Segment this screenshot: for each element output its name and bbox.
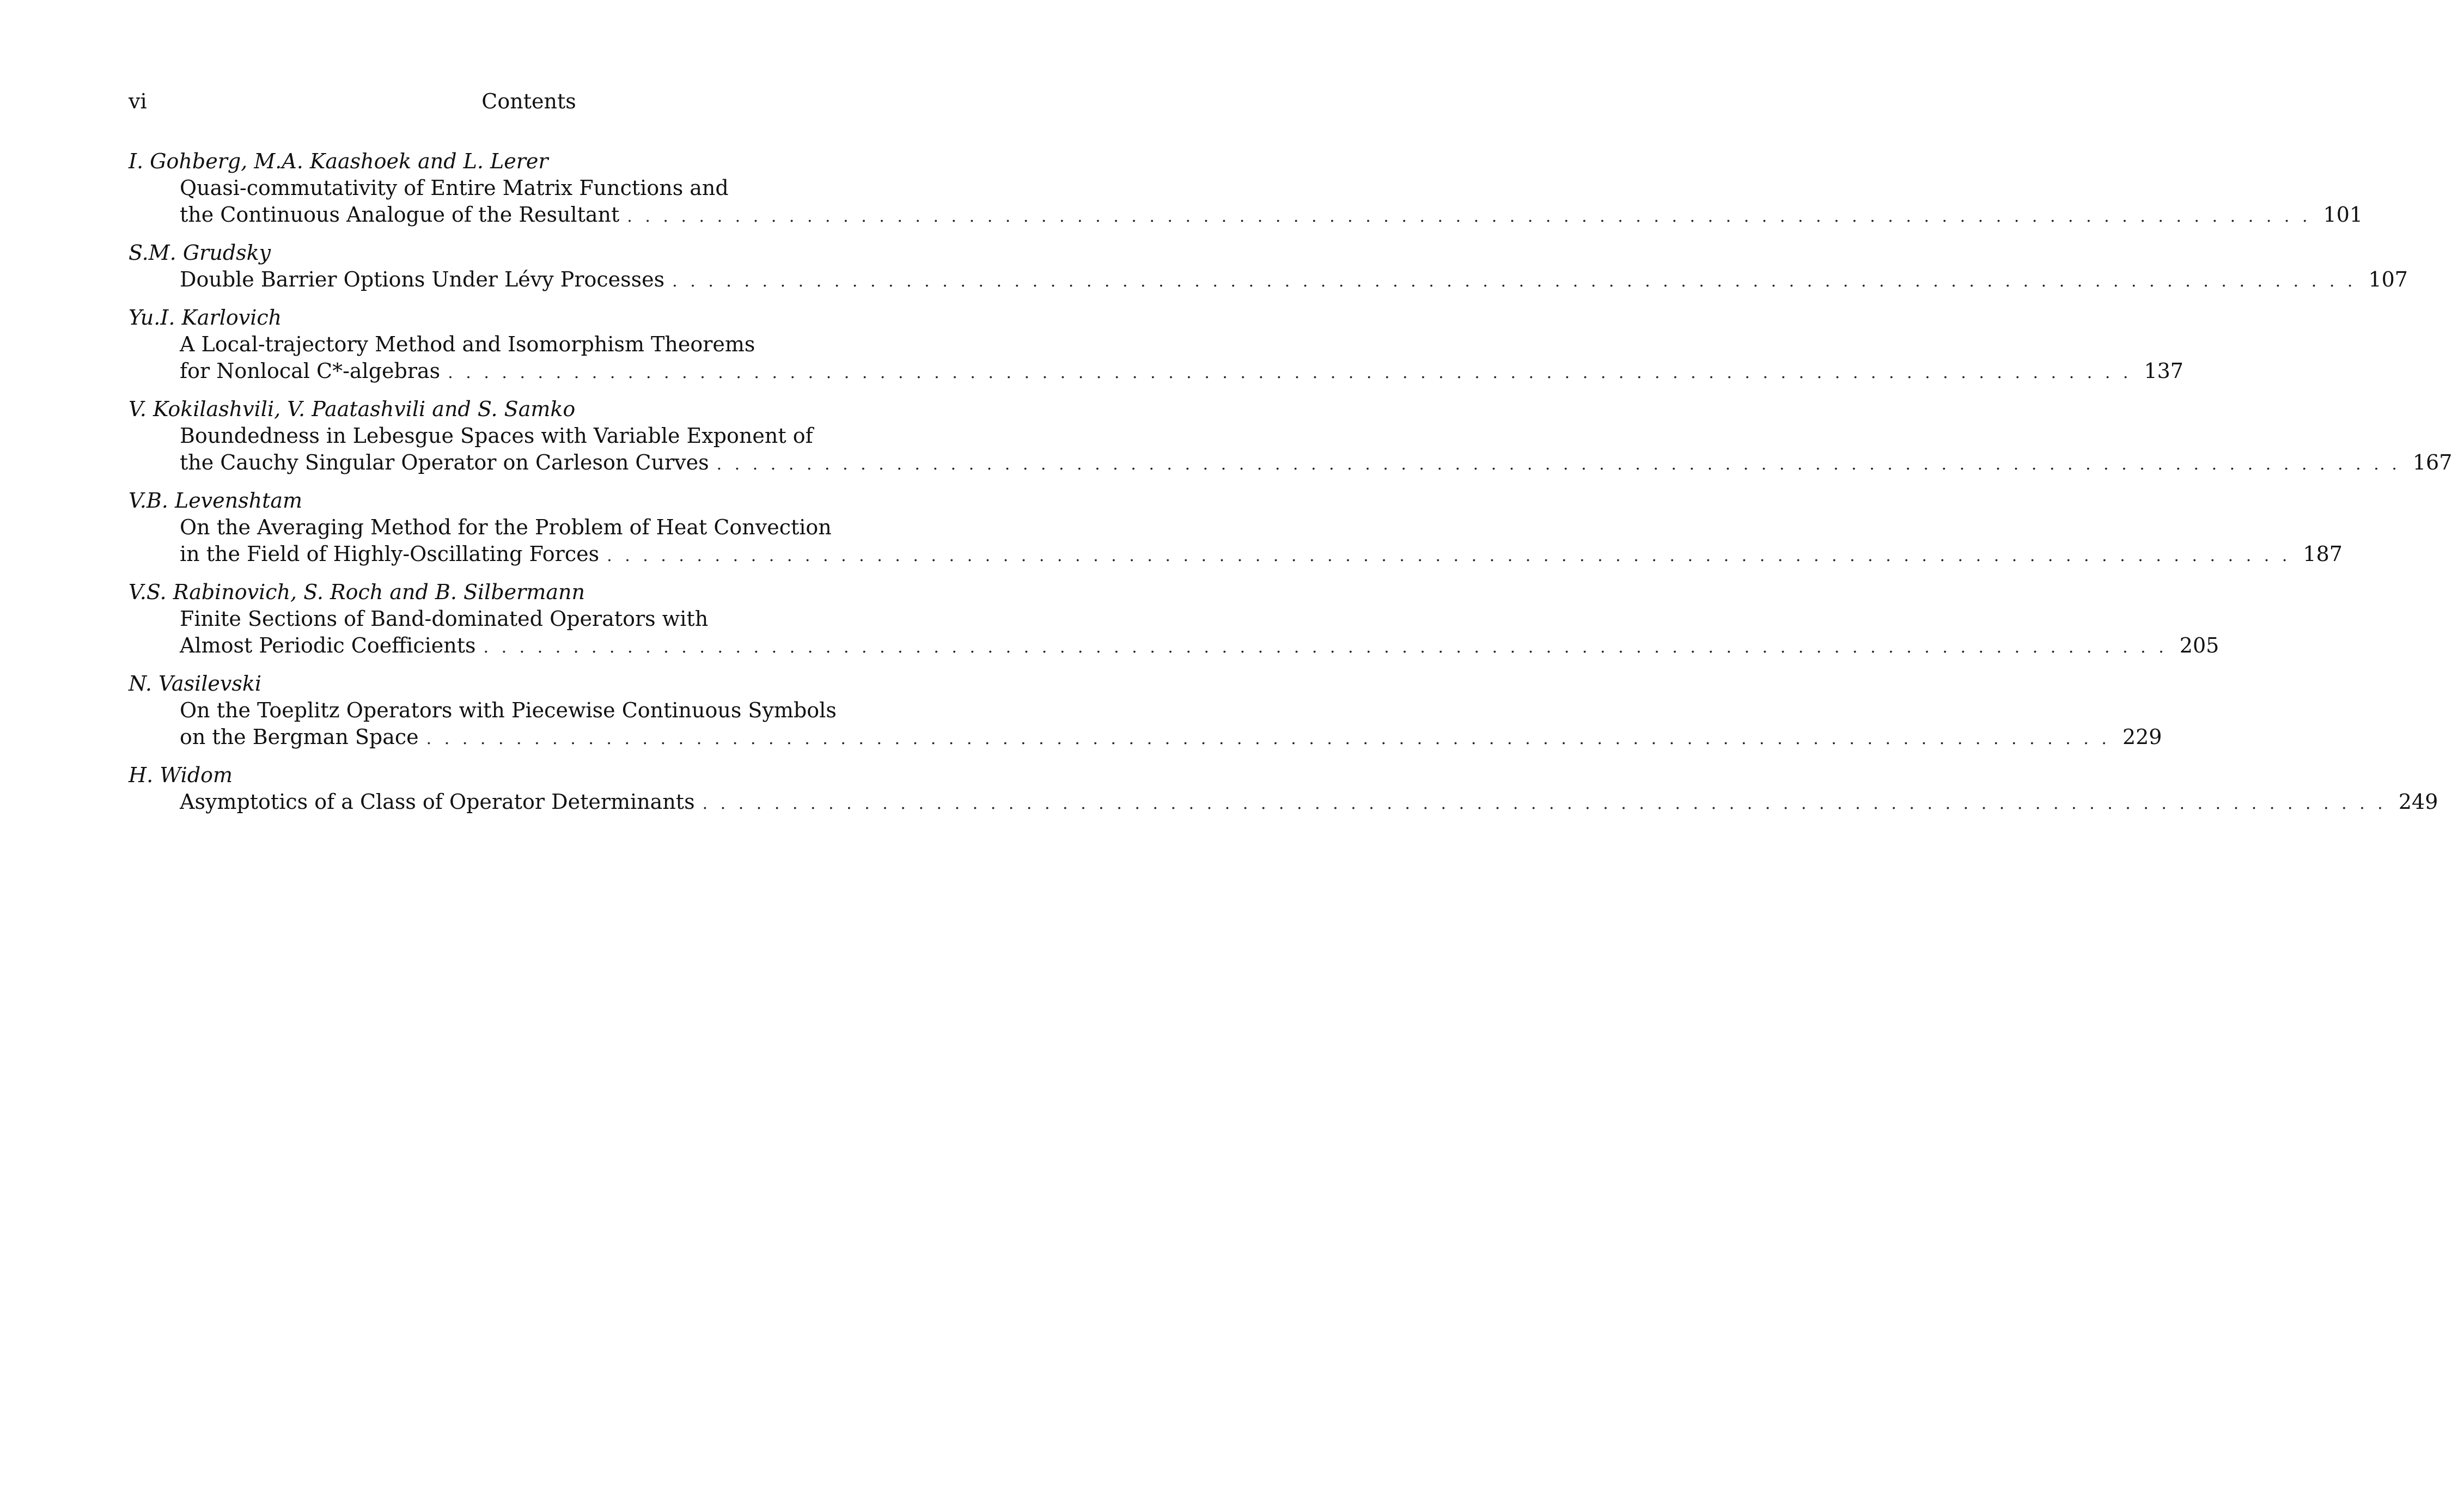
toc-entry-final-line: [129, 724, 2162, 752]
dot-leader: . . . . . . . . . . . . . . . . . . . . . . . . . . . . . . . . . . . . . . . . . . . . . . . . . . . . . . . . . . . . . . . . . . . . . . . . . . . . . . . . . . . . . . . . . . . . . .: [607, 546, 2291, 565]
toc-entry-title-line: On the Averaging Method for the Problem of Heat Convection: [180, 515, 832, 539]
toc-entry-page-number: 249: [2398, 790, 2438, 814]
toc-entry-page-number: 107: [2368, 267, 2408, 291]
toc-entry: [129, 762, 2438, 817]
toc-entry-final-line: [129, 541, 2343, 569]
toc-entry-final-line: [129, 266, 2408, 295]
toc-entry-final-line: [129, 358, 2183, 386]
toc-entry-title-line: for Nonlocal C*-algebras: [180, 359, 441, 383]
toc-entry-final-line: [129, 202, 2363, 230]
running-head: [129, 86, 935, 117]
toc-entry-authors: V.B. Levenshtam: [129, 489, 303, 513]
dot-leader: . . . . . . . . . . . . . . . . . . . . . . . . . . . . . . . . . . . . . . . . . . . . . . . . . . . . . . . . . . . . . . . . . . . . . . . . . . . . . . . . . . . . . . . . . . . . . .: [702, 794, 2387, 813]
toc-entry-final-line: [129, 789, 2438, 817]
toc-entry-final-line: [129, 632, 2219, 661]
toc-entry-page-number: 205: [2179, 633, 2219, 657]
toc-entry-authors: Yu.I. Karlovich: [129, 306, 282, 330]
toc-entry: [129, 487, 2343, 569]
toc-entry-title-line: on the Bergman Space: [180, 725, 419, 749]
toc-entry-title-line: in the Field of Highly-Oscillating Forces: [180, 542, 600, 566]
toc-entry-page-number: 229: [2122, 725, 2162, 749]
toc-entry-authors: N. Vasilevski: [129, 672, 262, 696]
toc-entry-page-number: 167: [2412, 450, 2452, 474]
toc-entry-title-line: Almost Periodic Coefficients: [180, 633, 476, 657]
toc-entry: [129, 304, 2183, 386]
toc-entry-authors: I. Gohberg, M.A. Kaashoek and L. Lerer: [129, 149, 548, 173]
toc-entry-title-line: the Cauchy Singular Operator on Carleson Curves: [180, 450, 709, 474]
dot-leader: . . . . . . . . . . . . . . . . . . . . . . . . . . . . . . . . . . . . . . . . . . . . . . . . . . . . . . . . . . . . . . . . . . . . . . . . . . . . . . . . . . . . . . . . . . . . . .: [448, 363, 2132, 382]
toc-entry-title-line: Finite Sections of Band-dominated Operators with: [180, 607, 709, 631]
toc-entry: [129, 240, 2408, 295]
dot-leader: . . . . . . . . . . . . . . . . . . . . . . . . . . . . . . . . . . . . . . . . . . . . . . . . . . . . . . . . . . . . . . . . . . . . . . . . . . . . . . . . . . . . . . . . . . . . . .: [627, 207, 2311, 226]
toc-entry: [129, 579, 2219, 661]
toc-entry: [129, 396, 2452, 478]
toc-entry: [129, 148, 2363, 230]
toc-entry-title-line: Quasi-commutativity of Entire Matrix Functions and: [180, 176, 729, 200]
toc-entry-title-line: Asymptotics of a Class of Operator Determinants: [180, 790, 695, 814]
page-folio: vi: [129, 89, 147, 113]
toc-entry-authors: H. Widom: [129, 763, 233, 787]
toc-entry-authors: V.S. Rabinovich, S. Roch and B. Silbermann: [129, 580, 585, 604]
toc-entry-title-line: the Continuous Analogue of the Resultant: [180, 203, 620, 227]
dot-leader: . . . . . . . . . . . . . . . . . . . . . . . . . . . . . . . . . . . . . . . . . . . . . . . . . . . . . . . . . . . . . . . . . . . . . . . . . . . . . . . . . . . . . . . . . . . . . .: [716, 455, 2401, 474]
toc-entry: [129, 670, 2162, 752]
dot-leader: . . . . . . . . . . . . . . . . . . . . . . . . . . . . . . . . . . . . . . . . . . . . . . . . . . . . . . . . . . . . . . . . . . . . . . . . . . . . . . . . . . . . . . . . . . . . . .: [426, 729, 2111, 748]
table-of-contents: [129, 148, 2452, 827]
toc-entry-title-line: Double Barrier Options Under Lévy Processes: [180, 267, 665, 291]
dot-leader: . . . . . . . . . . . . . . . . . . . . . . . . . . . . . . . . . . . . . . . . . . . . . . . . . . . . . . . . . . . . . . . . . . . . . . . . . . . . . . . . . . . . . . . . . . . . . .: [483, 638, 2168, 657]
toc-entry-page-number: 187: [2303, 542, 2343, 566]
toc-entry-title-line: On the Toeplitz Operators with Piecewise Continuous Symbols: [180, 698, 837, 722]
toc-entry-page-number: 101: [2323, 203, 2363, 227]
toc-entry-authors: V. Kokilashvili, V. Paatashvili and S. Samko: [129, 397, 576, 421]
dot-leader: . . . . . . . . . . . . . . . . . . . . . . . . . . . . . . . . . . . . . . . . . . . . . . . . . . . . . . . . . . . . . . . . . . . . . . . . . . . . . . . . . . . . . . . . . . . . . .: [672, 272, 2357, 291]
toc-entry-title-line: Boundedness in Lebesgue Spaces with Variable Exponent of: [180, 424, 813, 448]
toc-entry-page-number: 137: [2144, 359, 2183, 383]
toc-entry-final-line: [129, 449, 2452, 478]
toc-entry-title-line: A Local-trajectory Method and Isomorphism Theorems: [180, 332, 755, 356]
running-head-title: Contents: [481, 89, 576, 113]
toc-entry-authors: S.M. Grudsky: [129, 241, 271, 265]
